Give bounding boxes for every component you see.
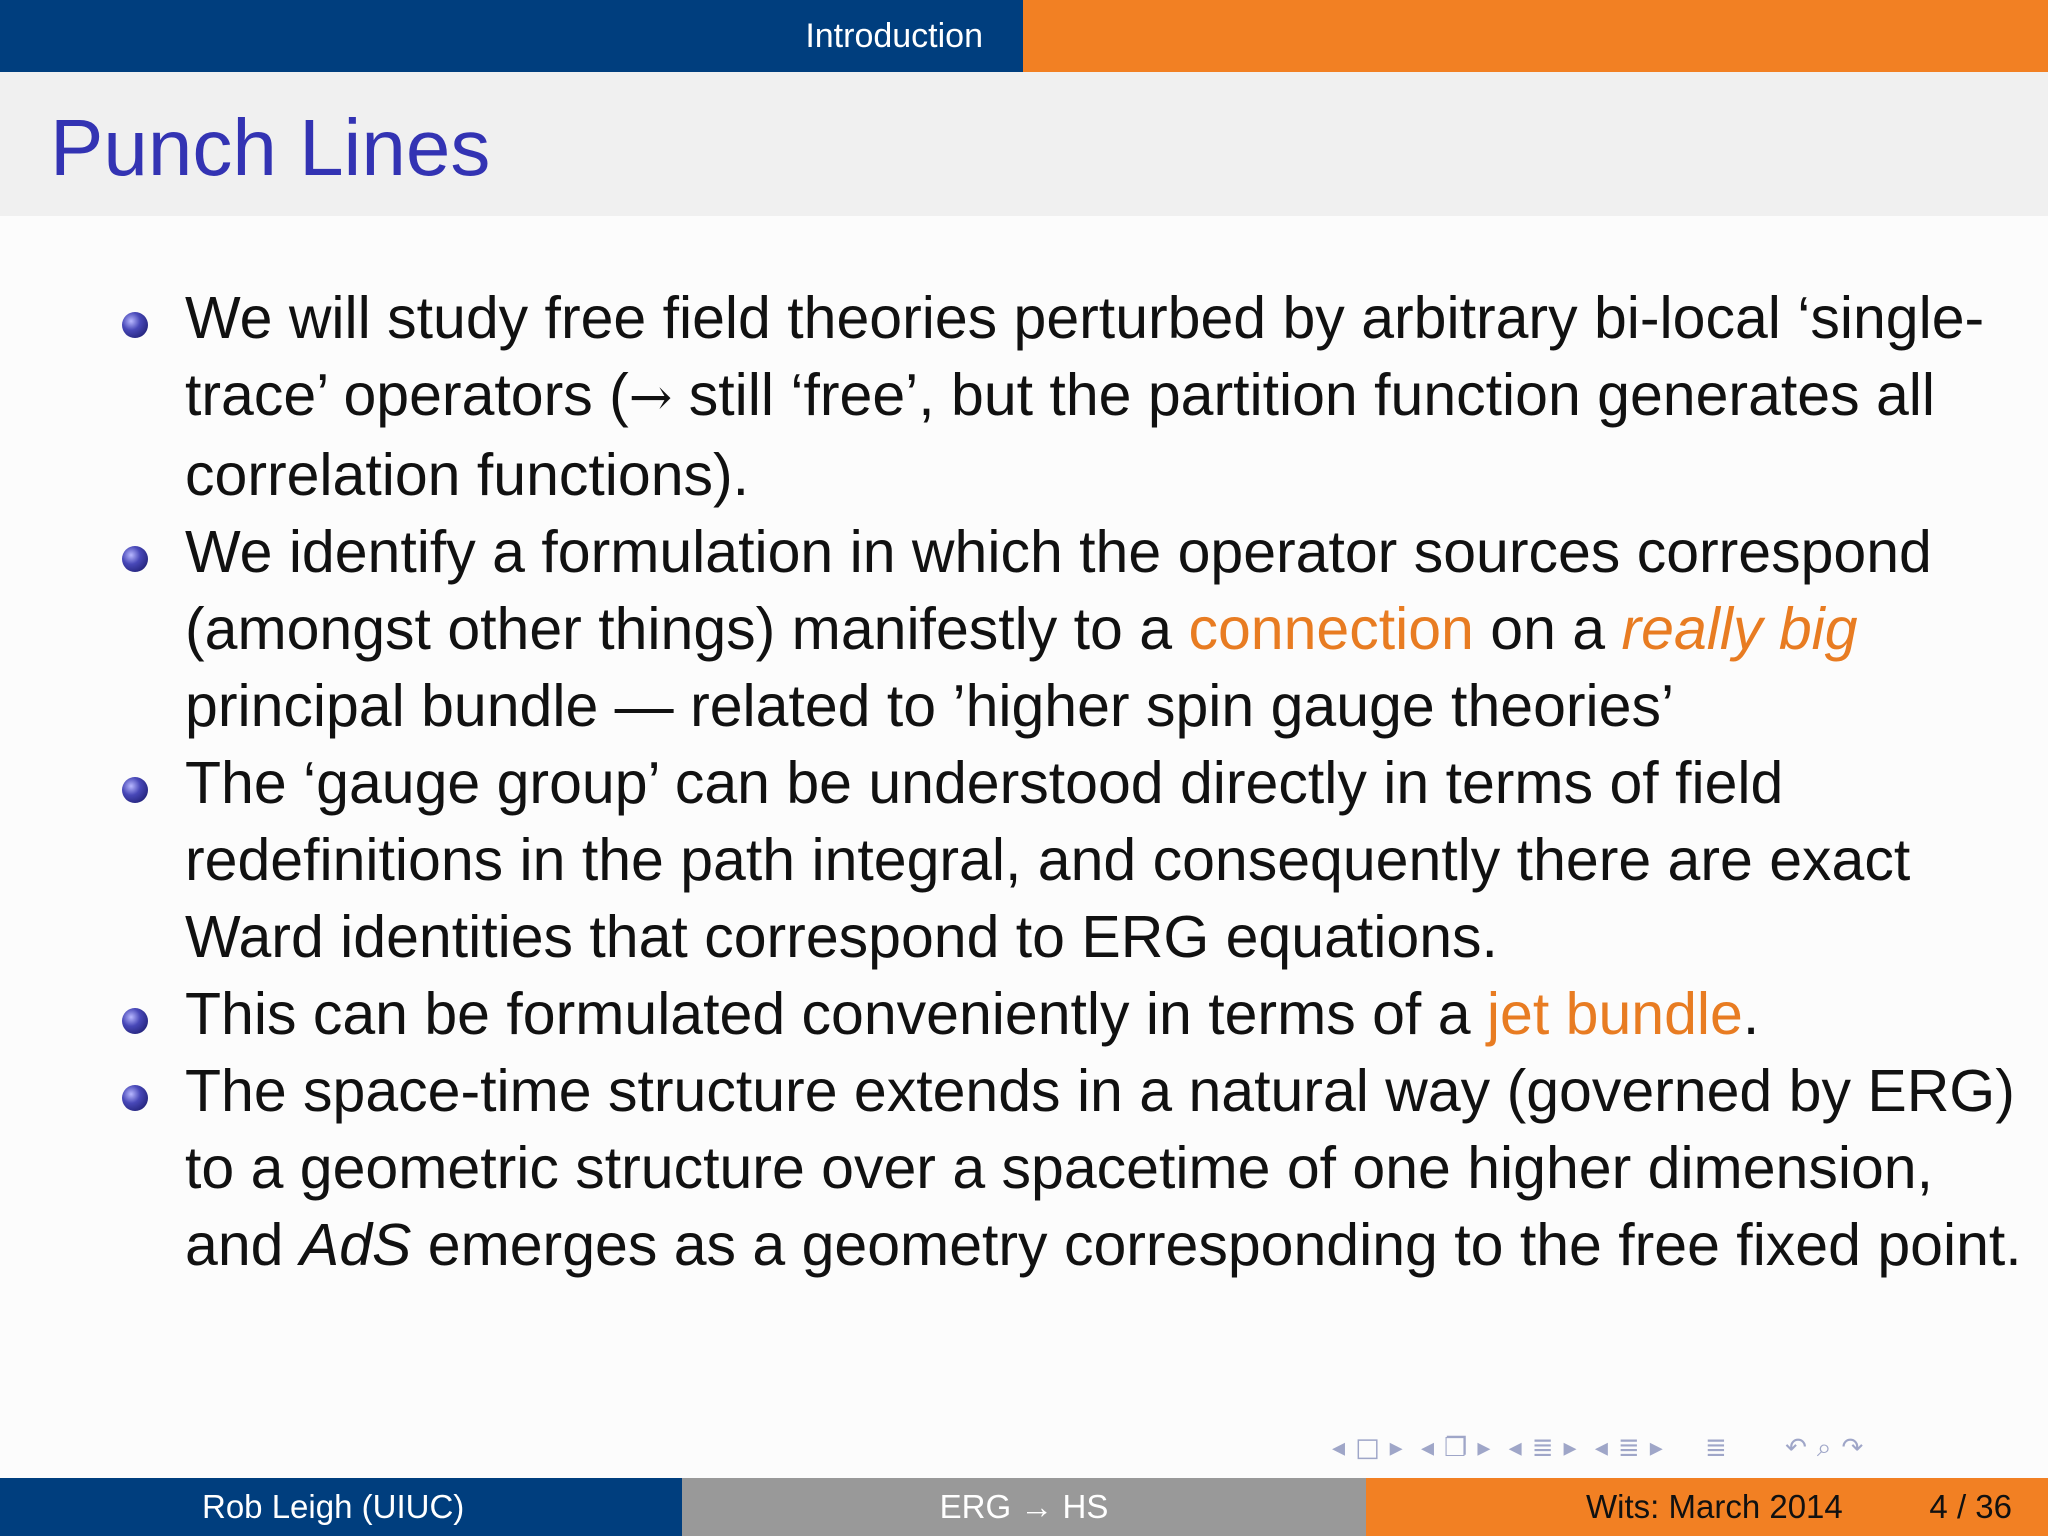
emphasis-ads: AdS [299,1212,412,1278]
prev-subsection-icon[interactable]: ◂ [1420,1433,1435,1463]
footer-author: Rob Leigh (UIUC) [202,1488,465,1525]
next-section-icon[interactable]: ▸ [1563,1433,1577,1463]
footer-page-number: 4 / 36 [1929,1488,2012,1525]
frame-title-bar [0,72,2048,216]
section-name[interactable]: Introduction [805,17,983,55]
beamer-navigation-bar [1332,1430,2032,1466]
bullet-item [0,745,2048,976]
bullet-text: This can be formulated conveniently in terms of a jet bundle. [185,981,1760,1047]
prev-section-icon[interactable]: ◂ [1508,1433,1522,1463]
footer-short-title: ERG → HS [939,1488,1109,1525]
bullet-ball-icon [122,546,148,572]
bullet-ball-icon [122,777,148,803]
bullet-text: We will study free field theories perturbed by arbitrary bi-local ‘single-trace’ operators (→ still ‘free’, but the partition function generates all correlation functions). [185,285,1985,508]
bullet-item [0,976,2048,1053]
right-arrow-symbol: → [628,368,673,428]
back-icon[interactable]: ↶ [1785,1433,1807,1463]
bullet-text: The space-time structure extends in a natural way (governed by ERG) to a geometric structure over a spacetime of one higher dimension, and AdS emerges as a geometry corresponding to the free fixed point. [185,1058,2022,1278]
prev-frame-icon[interactable]: ◂ [1332,1433,1346,1463]
footer-title-box [682,1478,1366,1536]
headline-bar [0,0,2048,72]
bullet-text: The ‘gauge group’ can be understood directly in terms of field redefinitions in the path integral, and consequently there are exact Ward identities that correspond to ERG equations. [185,750,1911,970]
bullet-ball-icon [122,312,148,338]
slide-content [0,280,2048,1284]
subsection-icon[interactable]: ❐ [1444,1433,1468,1463]
part-icon[interactable]: ≣ [1617,1433,1640,1463]
footer-date: Wits: March 2014 [1586,1488,1843,1525]
next-part-icon[interactable]: ▸ [1649,1433,1663,1463]
bullet-item [0,280,2048,514]
bullet-item [0,514,2048,745]
search-icon[interactable]: ⌕ [1816,1433,1832,1463]
next-subsection-icon[interactable]: ▸ [1477,1433,1491,1463]
footer-date-box [1366,1478,2048,1536]
bullet-item [0,1053,2048,1284]
forward-icon[interactable]: ↷ [1841,1433,1864,1463]
highlight-jet-bundle: jet bundle [1486,981,1743,1047]
frame-icon[interactable]: □ [1355,1433,1380,1463]
bullet-text: We identify a formulation in which the operator sources correspond (amongst other things) manifestly to a connection on a really big principal bundle — related to ’higher spin gauge theories’ [185,519,1932,739]
next-frame-icon[interactable]: ▸ [1389,1433,1403,1463]
bullet-ball-icon [122,1008,148,1034]
bullet-ball-icon [122,1085,148,1111]
prev-part-icon[interactable]: ◂ [1594,1433,1608,1463]
emphasis-really-big: really big [1621,596,1858,662]
footer-author-box [0,1478,682,1536]
highlight-connection: connection [1188,596,1474,662]
toc-icon[interactable]: ≣ [1705,1433,1727,1463]
slide-title: Punch Lines [50,103,491,192]
headline-left [0,0,1023,72]
section-icon[interactable]: ≣ [1531,1433,1554,1463]
footline [0,1478,2048,1536]
headline-right [1023,0,2048,72]
